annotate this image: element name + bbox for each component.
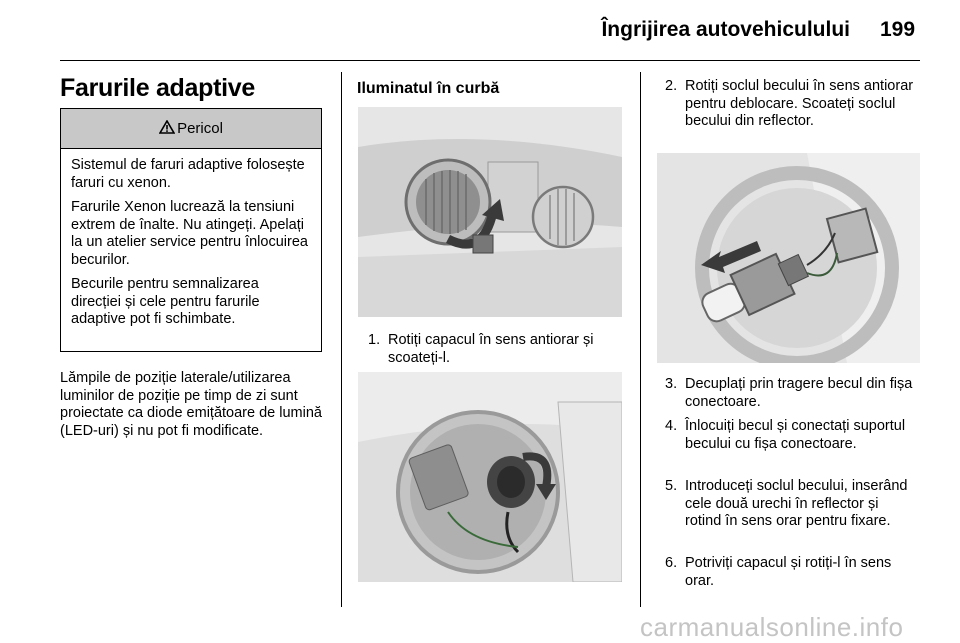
section-title: Farurile adaptive [60,74,255,102]
warning-paragraph: Becurile pentru semnalizarea direcției și cele pentru farurile adaptive pot fi schimbate. [71,276,260,327]
step-number: 5. [665,478,678,494]
step-number: 2. [665,78,678,94]
cornering-title: Iluminatul în curbă [357,80,500,97]
step-2 [665,78,915,131]
step-text: Potriviți capacul și rotiți-l în sens orar. [685,555,892,589]
step-number: 3. [665,376,678,392]
step-4 [665,418,915,453]
step-text: Introduceți soclul becului, inserând cele două urechi în reflector și rotind în sens orar pentru fixare. [685,478,908,529]
column-divider-right [640,72,641,607]
led-note: Lămpile de poziție laterale/utilizarea luminilor de poziție pe timp de zi sunt proiectate ca diode emițătoare de lumină (LED-uri) și nu pot fi modificate. [60,370,322,439]
warning-body [61,149,321,329]
step-text: Rotiți soclul becului în sens antiorar pentru deblocare. Scoateți soclul becului din reflector. [685,78,914,129]
step-text: Înlocuiți becul și conectați suportul becului cu fișa conectoare. [685,418,906,452]
watermark: carmanualsonline.info [640,612,904,642]
step-text: Decuplați prin tragere becul din fișa conectoare. [685,376,913,410]
warning-box [60,108,322,352]
figure-headlamp-cover [358,107,622,317]
step-number: 4. [665,418,678,434]
warning-header [61,109,321,149]
warning-paragraph: Sistemul de faruri adaptive folosește faruri cu xenon. [71,157,305,191]
warning-label: Pericol [177,120,223,137]
page-number: 199 [880,18,916,41]
step-5 [665,478,915,531]
step-6 [665,555,915,590]
step-number: 1. [368,332,381,348]
step-text: Rotiți capacul în sens antiorar și scoateți-l. [388,332,594,366]
warning-triangle-icon [159,120,175,137]
figure-bulb-socket [358,372,622,582]
running-header-title: Îngrijirea autovehiculului [601,18,850,41]
step-3 [665,376,915,411]
step-number: 6. [665,555,678,571]
figure-bulb-removal [657,153,920,363]
warning-paragraph: Farurile Xenon lucrează la tensiuni extrem de înalte. Nu atingeți. Apelați la un atelier service pentru înlocuirea becurilor. [71,199,308,268]
step-1 [368,332,624,367]
header-rule [60,60,920,61]
column-divider-left [341,72,342,607]
